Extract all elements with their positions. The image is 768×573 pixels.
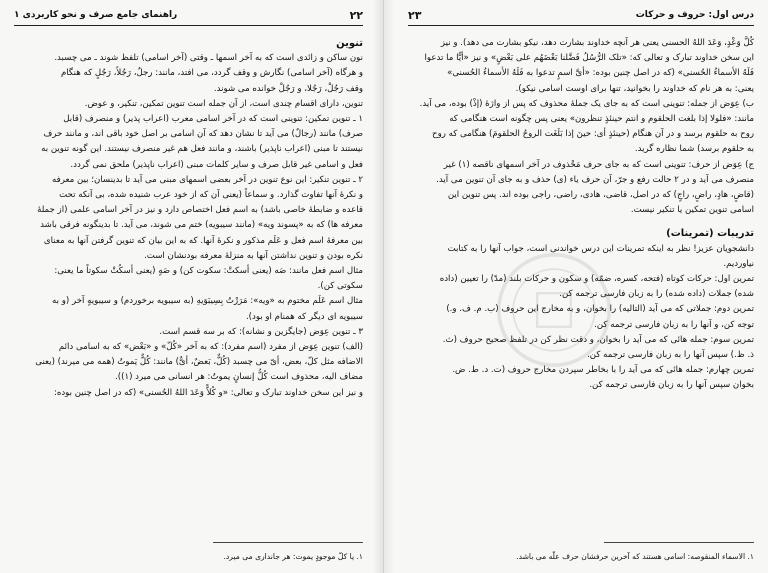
- text-line: فَلَهُ الأسماءُ الحُسنی» (که در اصل چنین بوده: «أیَّ اسمٍ تدعوا به فَلَهُ الأسماءُ الحُسنی»: [447, 68, 754, 79]
- text-line: نیستند تا مبنی (اعراب ناپذیر) باشند، و مانند فعل هم غیر منصرف نیستند. این گونه تنوین به: [41, 144, 363, 155]
- right-page-header: [408, 8, 754, 26]
- exercises-heading: تدریبات (تمرینات): [666, 228, 754, 240]
- text-line: وقف رَجُلْ، رَجُلا، و رَجُلْ خوانده می شوند.: [213, 83, 363, 94]
- text-line: سکوتی کن).: [317, 281, 363, 292]
- text-line: و هرگاه (آخر اسامی) نگارش و وقف گردد، می افتد، مانند: رجلٌ، رَجُلاً، رَجُلٍ که هنگام: [60, 68, 363, 79]
- text-line: ب) عِوَض از جمله: تنوینی است که به جای یک جملهٔ محذوف که پس از واژهٔ (إذْ) بوده، می آید.: [419, 98, 754, 109]
- text-line: مضاف الیه، محذوف است کُلُّ إنسانٍ یموتُ: هر انسانی می میرد (۱)).: [115, 372, 363, 383]
- text-line: ۱ ـ تنوین تمکین: تنوینی است که در آخر اسامی معرب (اعراب پذیر) و منصرف (قابل: [63, 114, 363, 125]
- left-page-header: [14, 8, 363, 26]
- text-line: ج) عِوَض از حرف: تنوینی است که به جای حرف مَحْذوف در آخر اسمهای ناقصه (۱) غیر: [443, 159, 754, 170]
- exercise-line: توجه کن، و آنها را به زبان فارسی ترجمه کن.: [594, 319, 754, 330]
- text-line: و نکرهٔ آنها تفاوت گذارد. و سماعاً (یعنی آن که از خود عرب شنیده شده، بی آنکه تحت: [59, 190, 363, 201]
- exercise-line: شده) جملات (داده شده) را به زبان فارسی ترجمه کن.: [559, 289, 754, 300]
- gutter-shadow: [384, 0, 394, 573]
- text-line: الاضافه مثل کلّ، بعض، أیّ می چسبد (کُلٌّ، بَعضٌ، أیٌّ) مانند: کُلٌّ یَموتُ (همه می میرند) (یعنی: [35, 357, 363, 368]
- text-line: مثال اسم عَلَم مختوم به «ویه»: مَرَرْتُ بِسِیبَوَیهِ (به سیبویه برخوردم) و سیبویهٍ آخر (و به: [52, 296, 363, 307]
- text-line: و نیز این سخن خداوند تبارک و تعالی: «و کُلاًّ وَعَدَ اللهُ الحُسنی» (که در اصل چنین بوده:: [53, 387, 363, 398]
- text-line: نکره بودن و تنوین نداشتن آنها به منزلهٔ معرفه بودنشان است.: [144, 250, 363, 261]
- text-line: فعل و اسامی غیر قابل صرف و سایر کلمات مبنی (اعراب ناپذیر) ملحق نمی گردد.: [70, 159, 363, 170]
- right-page-running-title: درس اول: حروف و حرکات: [635, 10, 754, 20]
- text-line: (الف) تنوین عِوَض از مفرد (اسم مفرد): که به آخر «کُلّ» و «بَعْض» که به اسامی دائم: [58, 342, 363, 353]
- text-line: این سخن خداوند تبارک و تعالی که: «تلک الرُّسُلُ فَضَّلنا بَعْضَهُم علی بَعْضٍ» و نیز «أیًّا ما تدعوا: [424, 53, 754, 64]
- text-line: یعنی: به هر نام که خداوند را بخوانید، تنها برای اوست اسامی نیکو).: [515, 83, 754, 94]
- text-line: اسامی تنوین تمکین یا تنکیر نیست.: [630, 205, 754, 216]
- exercise-line: تمرین دوم: جملاتی که می آید (التالیه) را بخوان، و به مخارج این حروف (ب. م. ف. و.): [446, 304, 754, 315]
- text-line: قاعده و ضابطهٔ خاصی باشد) به اسم فعل اختصاص دارد و نیز در آخر اسامی علمی (از جملهٔ: [37, 205, 363, 216]
- text-line: کُلَّ وَعْدٍ، وَعَدَ اللهُ الحسنی یعنی هر آنچه خداوند بشارت دهد، نیکو بشارت می دهد). و نیز: [440, 38, 754, 48]
- section-heading-tanvin: تنوین: [336, 38, 363, 49]
- text-line: به حلقوم برسد) شما نظاره گرید.: [634, 144, 754, 155]
- library-seal-watermark: [494, 250, 614, 370]
- text-line: سیبویه ای دیگر که همنام او بود).: [245, 311, 363, 322]
- text-line: مانند: «فلولا إذا بلغت الحلقوم و انتم حینئذٍ تنظرون» یعنی پس چگونه است هنگامی که: [449, 114, 754, 125]
- text-line: روح به حلقوم برسد و در آن هنگام (حینئذٍ أی: حینَ إذا بَلَغَت الروحُ الحلقومَ) هنگامی که روح: [432, 129, 754, 140]
- right-page-number: ۲۳: [408, 8, 422, 22]
- gutter-shadow: [373, 0, 383, 573]
- right-footnote: ۱. الاسماء المنقوصه: اسامی هستند که آخرین حرفشان حرف علّه می باشد.: [516, 552, 754, 561]
- exercise-line: تمرین چهارم: جمله هائی که می آید را با بخاطر سپردن مخارج حروف (ت. د. ط. ض.: [452, 365, 754, 376]
- left-page-body: [14, 36, 363, 401]
- text-line: ۳ ـ تنوین عِوَض (جایگزین و نشانه): که بر سه قسم است.: [159, 326, 363, 337]
- footnote-divider: [604, 542, 754, 543]
- exercise-line: تمرین سوم: جمله هائی که می آید را بخوان، و دقت نظر کن در تلفظ صحیح حروف (ث.: [442, 334, 754, 345]
- text-line: (قاضٍ، هادٍ، راضٍ، راجٍ) که در اصل، قاضی، هادی، راضی، راجی بوده اند. پس تنوین این: [447, 190, 754, 201]
- text-line: نیاوردیم.: [723, 258, 754, 269]
- text-line: صرف) مانند (رجالٌ) می آید تا نشان دهد که آن اسامی بر اصل خود باقی اند، و مانند حرف: [43, 129, 363, 140]
- exercise-line: ذ. ظ.) سپس آنها را به زبان فارسی ترجمه کن.: [587, 350, 754, 361]
- text-line: دانشجویان عزیز! نظر به اینکه تمرینات این درس خواندنی است، جواب آنها را به کتابت: [447, 243, 754, 254]
- text-line: ۲ ـ تنوین تنکیر: این نوع تنوین در آخر بعضی اسمهای مبنی می آید تا بدینسان؛ بین معرفه: [52, 174, 363, 185]
- left-footnote: ۱. یا کلّ موجودٍ یموت: هر جانداری می میرد.: [223, 552, 363, 561]
- text-line: بین معرفهٔ اسم فعل و عَلَم مذکور و نکرهٔ آنها. که به این بیان که تنوین گرفتن آنها به معنای: [43, 235, 363, 246]
- text-line: منصرف می آید و در ۲ حالت رفع و جرّ، آن حرف یاء (ی) حذف و به جای آن تنوین می آید.: [436, 174, 754, 185]
- right-page: [384, 0, 768, 573]
- footnote-divider: [213, 542, 363, 543]
- text-line: تنوین، دارای اقسام چندی است، از آن جمله است تنوین تمکین، تنکیر، و عوض.: [84, 98, 363, 109]
- text-line: نون ساکن و زائدی است که به آخر اسمها ـ وقتی (آخر اسامی) تلفظ شوند ـ می چسبد.: [54, 53, 363, 64]
- left-page-running-title: راهنمای جامع صرف و نحو کاربردی ۱: [14, 10, 178, 20]
- exercise-line: تمرین اول: حرکات کوتاه (فتحه، کسره، ضمّه) و سکون و حرکات بلند (مدّ) را تعیین (داده: [439, 274, 754, 285]
- exercise-line: بخوان سپس آنها را به زبان فارسی ترجمه کن.: [589, 380, 754, 391]
- text-line: مثال اسم فعل مانند: صَه (یعنی أسکتْ: سکوت کن) و صَهٍ (یعنی أسکُتْ سکوتاً ما یعنی:: [54, 266, 363, 277]
- text-line: معرفه ها) که به «پسوند ویه» (مانند سیبویه) ختم می شوند، می آید. تا بدینگونه فرقی باشد: [40, 220, 363, 231]
- left-page-number: ۲۲: [349, 8, 363, 22]
